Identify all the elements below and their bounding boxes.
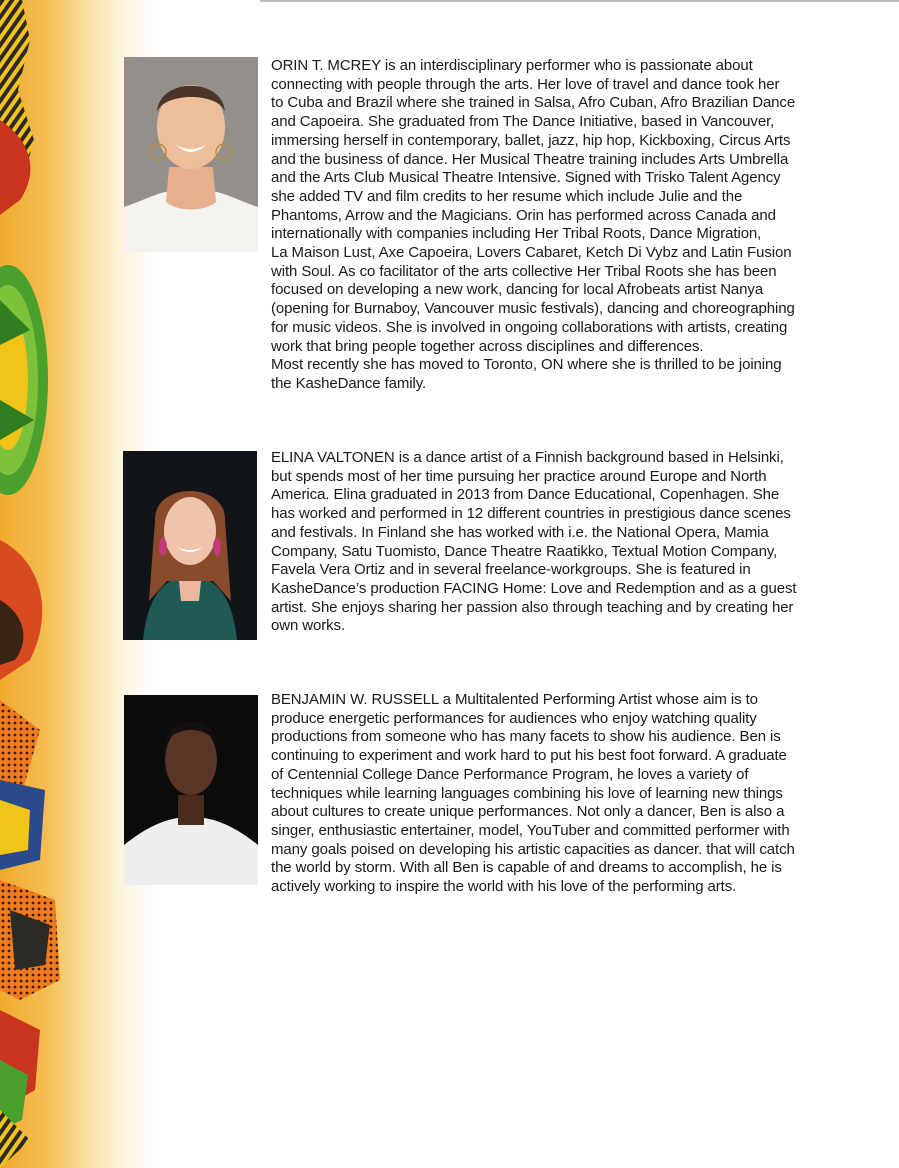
- bio-text: ORIN T. MCREY is an interdisciplinary performer who is passionate about connecting with people through the arts. Her love of travel and dance took her to Cuba and Brazil where she trained in Salsa, Afro Cuban, Afro Brazilian Dance and Capoeira. She graduated from The Dance Initiative, based in Vancouver, immersing herself in contemporary, ballet, jazz, hip hop, Kickboxing, Circus Arts and the business of dance. Her Musical Theatre training includes Arts Umbrella and the Arts Club Musical Theatre Intensive. Signed with Trisko Talent Agency she added TV and film credits to her resume which include Julie and the Phantoms, Arrow and the Magicians. Orin has performed across Canada and internationally with companies including Her Tribal Roots, Dance Migration, La Maison Lust, Axe Capoeira, Lovers Cabaret, Ketch Di Vybz and Latin Fusion with Soul. As co facilitator of the arts collective Her Tribal Roots she has been focused on developing a new work, dancing for local Afrobeats artist Nanya (opening for Burnaboy, Vancouver music festivals), dancing and choreographing for music videos. She is involved in ongoing collaborations with artists, creating work that bring people together across disciplines and differences. Most recently she has moved to Toronto, ON where she is thrilled to be joining the KasheDance family.: [271, 57, 796, 392]
- bio-text: ELINA VALTONEN is a dance artist of a Finnish background based in Helsinki, but spends most of her time pursuing her practice around Europe and North America. Elina graduated in 2013 from Dance Educational, Copenhagen. She has worked and performed in 12 different countries in prestigious dance scenes and festivals. In Finland she has worked with i.e. the National Opera, Mamia Company, Satu Tuomisto, Dance Theatre Raatikko, Textual Motion Company, Favela Vera Ortiz and in several freelance-workgroups. She is featured in KasheDance’s production FACING Home: Love and Redemption and as a guest artist. She enjoys sharing her passion also through teaching and by creating her own works.: [271, 449, 797, 635]
- portrait-orin: [124, 57, 258, 252]
- portrait-benjamin: [124, 695, 258, 885]
- portrait-elina: [123, 451, 257, 640]
- bio-text: BENJAMIN W. RUSSELL a Multitalented Performing Artist whose aim is to produce energetic performances for audiences who enjoy watching quality productions from someone who has many facets to show his audience. Ben is continuing to experiment and work hard to put his best foot forward. A graduate of Centennial College Dance Performance Program, he loves a variety of techniques while learning languages combining his love of learning new things about cultures to create unique performances. Not only a dancer, Ben is also a singer, enthusiastic entertainer, model, YouTuber and committed performer with many goals poised on developing his artistic capacities as dancer. that will catch the world by storm. With all Ben is capable of and dreams to accomplish, he is actively working to inspire the world with his love of the performing arts.: [271, 691, 795, 896]
